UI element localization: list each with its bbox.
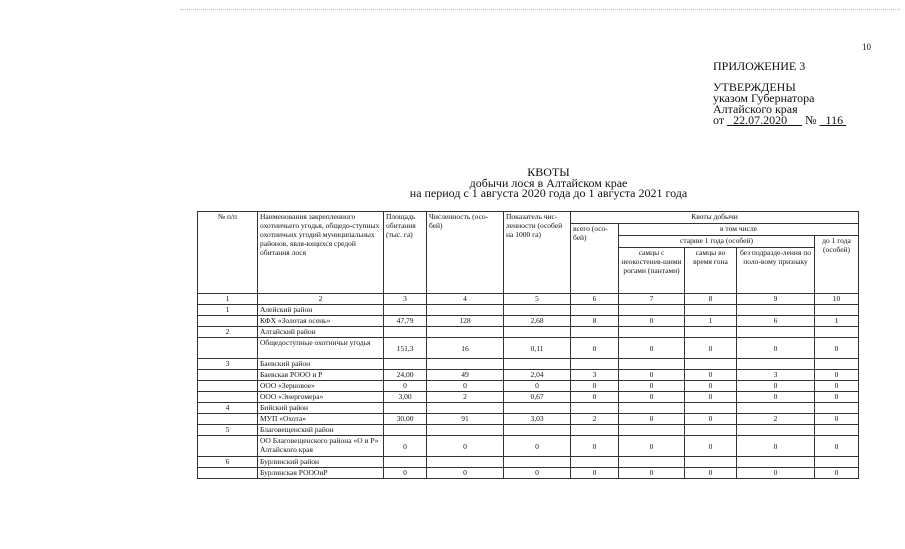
table-cell [504,327,571,338]
scan-edge-line [180,9,900,10]
table-cell: КФХ «Золотая осень» [258,316,384,327]
table-cell [571,457,619,468]
header-count: Численность (осо-бей) [427,212,504,294]
table-cell [427,457,504,468]
header-area: Площадь обитания (тыс. га) [384,212,427,294]
table-cell: 0 [815,338,859,359]
table-cell: 4 [198,403,258,414]
table-row [198,381,859,392]
title-line-1: КВОТЫ [527,165,570,179]
approval-block [713,82,846,126]
header-total: всего (осо-бей) [571,224,619,294]
table-cell [384,457,427,468]
table-cell: Бурлинская РОООиР [258,468,384,479]
table-cell: 0 [619,392,685,403]
table-cell: 0 [619,338,685,359]
from-label: от [713,113,725,127]
table-row [198,370,859,381]
table-cell: 0 [384,381,427,392]
table-cell [619,359,685,370]
table-cell: 0 [737,392,815,403]
table-cell [737,403,815,414]
table-cell: 0 [815,414,859,425]
header-males-antlers: самцы с неокостенев-шими рогами (пантами) [619,248,685,294]
table-cell: 0 [571,392,619,403]
table-cell: 0 [815,370,859,381]
table-cell [198,370,258,381]
table-cell: 3 [571,370,619,381]
table-cell: 0 [619,370,685,381]
table-cell: 0 [737,468,815,479]
table-cell: 0 [737,436,815,457]
district-row [198,403,859,414]
table-cell: 0 [737,381,815,392]
table-cell: 0 [619,414,685,425]
table-cell [384,403,427,414]
table-cell: 151,3 [384,338,427,359]
table-cell: 16 [427,338,504,359]
table-cell [384,327,427,338]
approval-line-1: УТВЕРЖДЕНЫ [713,80,796,94]
table-cell [685,457,737,468]
table-cell: 0 [571,381,619,392]
table-cell [619,457,685,468]
table-cell: 0 [384,468,427,479]
table-cell [685,425,737,436]
table-cell: 8 [571,316,619,327]
table-row [198,392,859,403]
table-cell: 0 [815,436,859,457]
table-cell [815,457,859,468]
table-cell [737,425,815,436]
table-cell: 0 [504,468,571,479]
table-cell [619,425,685,436]
table-cell [384,359,427,370]
table-cell: Бурлинский район [258,457,384,468]
table-cell: 0 [815,392,859,403]
table-cell: 91 [427,414,504,425]
table-cell [737,359,815,370]
table-cell: 0 [619,316,685,327]
table-cell [198,414,258,425]
table-cell [427,305,504,316]
table-cell: 0 [685,370,737,381]
approval-date: 22.07.2020 [733,113,788,127]
table-cell: ООО «Энергомера» [258,392,384,403]
table-cell: 0 [619,468,685,479]
table-cell [504,457,571,468]
table-cell: 3,00 [384,392,427,403]
table-cell [504,359,571,370]
table-cell [815,305,859,316]
table-cell: 0 [815,381,859,392]
title-line-2: добычи лося в Алтайском крае [469,175,628,190]
table-cell [427,327,504,338]
table-cell [427,425,504,436]
table-cell [571,425,619,436]
table-cell: 24,00 [384,370,427,381]
table-cell: 0 [571,468,619,479]
table-row [198,316,859,327]
table-cell: 47,79 [384,316,427,327]
table-cell [571,327,619,338]
table-cell [685,305,737,316]
table-body [198,305,859,479]
table-cell [685,327,737,338]
header-name: Наименования закрепленного охотничьего угодья, общедо-ступных охотничьих угодий муниципальных районов, явля-ющихся средой обитания лося [258,212,384,294]
table-cell: 0 [685,338,737,359]
table-cell: 0 [685,414,737,425]
table-cell [685,359,737,370]
table-cell: ОО Благовещенского района «О и Р» Алтайского края [258,436,384,457]
table-cell: ООО «Зерновое» [258,381,384,392]
table-cell: 2 [198,327,258,338]
table-cell: 6 [737,316,815,327]
page-number: 10 [862,42,871,52]
approval-number: 116 [825,113,844,127]
table-cell [815,359,859,370]
table-cell: 0 [504,436,571,457]
table-cell [619,403,685,414]
table-cell: 0 [427,381,504,392]
table-cell: 2 [571,414,619,425]
table-cell [504,403,571,414]
table-cell: 2,68 [504,316,571,327]
table-cell: 0 [504,381,571,392]
district-row [198,359,859,370]
document-title [386,167,711,199]
district-row [198,457,859,468]
table-cell [198,316,258,327]
table-cell [815,403,859,414]
table-cell [571,403,619,414]
table-cell [815,425,859,436]
table-cell [571,359,619,370]
approval-line-3: Алтайского края [713,102,798,116]
table-cell: Общедоступные охотничьи угодья [258,338,384,359]
table-cell: 2,04 [504,370,571,381]
table-cell: Алтайский район [258,327,384,338]
table-cell [384,425,427,436]
table-cell [384,305,427,316]
table-cell: 0 [685,381,737,392]
table-cell [571,305,619,316]
table-cell: 0 [685,392,737,403]
table-cell [619,305,685,316]
table-row [198,414,859,425]
table-cell [619,327,685,338]
table-cell [198,381,258,392]
district-row [198,425,859,436]
table-cell: 1 [815,316,859,327]
table-cell: 3 [198,359,258,370]
approval-line-2: указом Губернатора [713,91,815,105]
table-cell: 0 [571,436,619,457]
table-cell: 3 [737,370,815,381]
table-cell: 5 [198,425,258,436]
table-cell: 0 [384,436,427,457]
table-cell [504,425,571,436]
table-cell: Баевская РООО и Р [258,370,384,381]
table-cell: 0,11 [504,338,571,359]
header-num: № п/п [198,212,258,294]
table-cell: 0 [685,468,737,479]
table-cell [198,436,258,457]
table-row [198,468,859,479]
table-cell: 0 [619,436,685,457]
header-no-sex: без подразде-ления по поло-вому признаку [737,248,815,294]
table-cell: 128 [427,316,504,327]
table-cell: МУП «Охота» [258,414,384,425]
table-cell: Баевский район [258,359,384,370]
table-cell: 2 [737,414,815,425]
table-cell [815,327,859,338]
header-older: старше 1 года (особей) [619,236,815,248]
table-row [198,436,859,457]
title-line-3: на период с 1 августа 2020 года до 1 августа 2021 года [409,186,688,200]
column-number-row: 1 2 3 4 5 6 7 8 9 10 [198,294,859,305]
table-cell [198,392,258,403]
table-cell: 0,67 [504,392,571,403]
table-cell: 3,03 [504,414,571,425]
header-males-rut: самцы во время гона [685,248,737,294]
table-cell: 1 [685,316,737,327]
table-cell: 2 [427,392,504,403]
quota-table [197,211,859,479]
table-cell: 1 [198,305,258,316]
approval-date-line [713,115,846,126]
table-cell: 0 [619,381,685,392]
table-row [198,338,859,359]
table-cell: Благовещенский район [258,425,384,436]
table-cell [427,359,504,370]
district-row [198,327,859,338]
table-cell: 6 [198,457,258,468]
table-cell [504,305,571,316]
table-cell [737,327,815,338]
table-cell [685,403,737,414]
table-cell: 49 [427,370,504,381]
table-cell: 30,00 [384,414,427,425]
header-quotas: Квоты добычи [571,212,859,224]
table-cell: 0 [427,468,504,479]
table-cell: 0 [571,338,619,359]
table-cell [198,468,258,479]
header-density: Показатель чис-ленности (особей на 1000 га) [504,212,571,294]
table-cell: 0 [685,436,737,457]
table-cell: 0 [737,338,815,359]
number-label: № [805,113,817,127]
header-under1: до 1 года (особей) [815,236,859,294]
appendix-label: ПРИЛОЖЕНИЕ 3 [713,59,806,73]
district-row [198,305,859,316]
table-cell [737,457,815,468]
header-including: в том числе [619,224,859,236]
table-cell [427,403,504,414]
table-cell: 0 [815,468,859,479]
table-cell: Алейский район [258,305,384,316]
table-cell: 0 [427,436,504,457]
table-cell [198,338,258,359]
table-cell: Бийский район [258,403,384,414]
table-cell [737,305,815,316]
